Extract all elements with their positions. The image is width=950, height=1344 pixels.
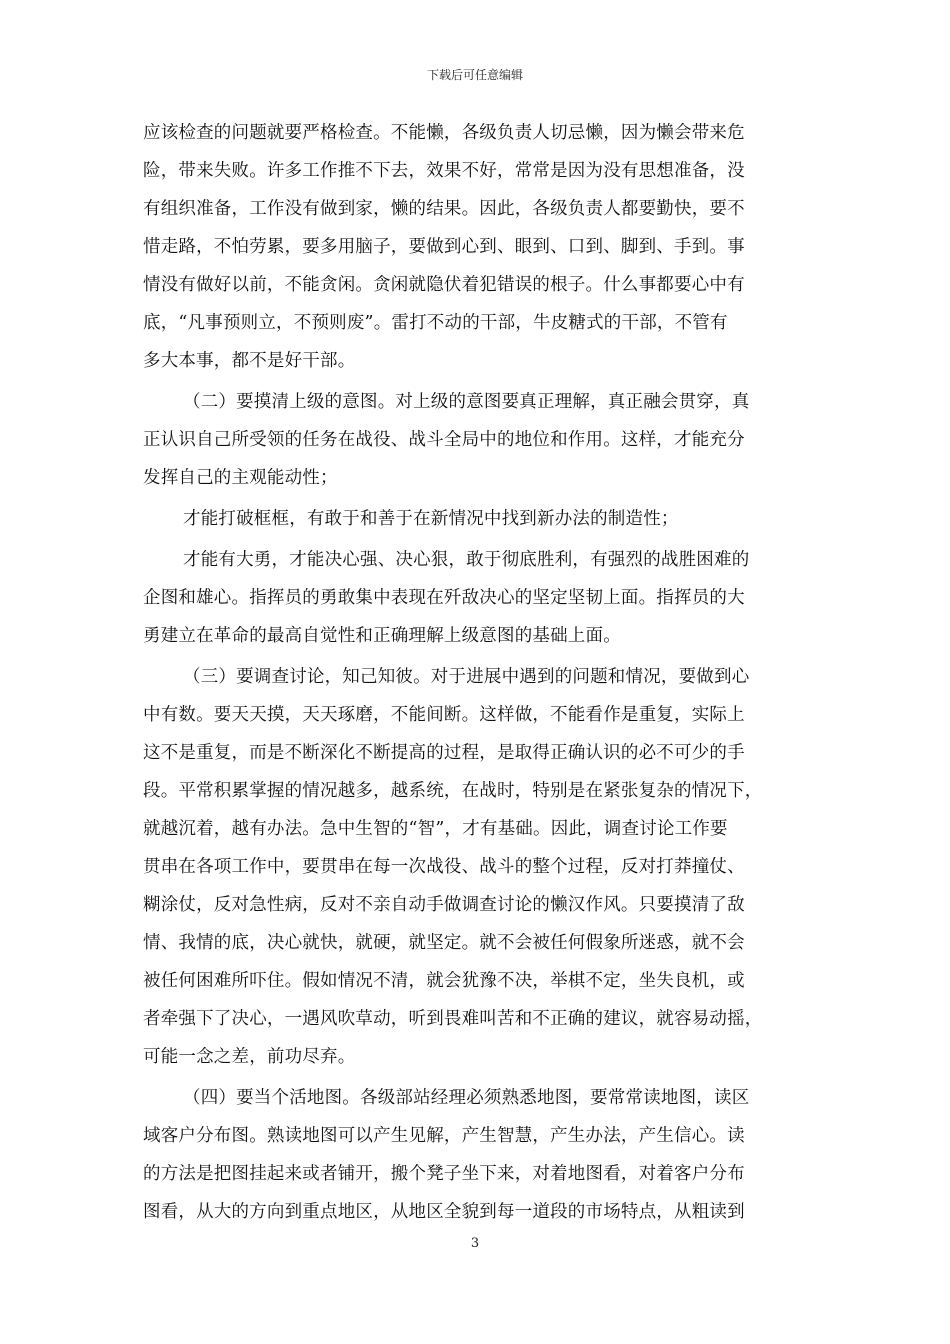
text-line: 被任何困难所吓住。假如情况不清，就会犹豫不决，举棋不定，坐失良机，或 [143, 971, 745, 991]
text-line: 才能打破框框，有敢于和善于在新情况中找到新办法的制造性； [183, 509, 679, 529]
text-line: 者牵强下了决心，一遇风吹草动，听到畏难叫苦和不正确的建议，就容易动摇， [143, 1009, 763, 1029]
text-line: 才能有大勇，才能决心强、决心狠，敢于彻底胜利，有强烈的战胜困难的 [183, 550, 750, 570]
text-line: 情没有做好以前，不能贪闲。贪闲就隐伏着犯错误的根子。什么事都要心中有 [143, 275, 745, 295]
text-line: 的方法是把图挂起来或者铺开，搬个凳子坐下来，对着地图看，对着客户分布 [143, 1164, 745, 1184]
text-line: 有组织准备，工作没有做到家，懒的结果。因此，各级负责人都要勤快，要不 [143, 199, 745, 219]
text-line: （三）要调查讨论，知己知彼。对于进展中遇到的问题和情况，要做到心 [183, 667, 750, 687]
text-line: 发挥自己的主观能动性； [143, 468, 338, 488]
text-line: 贯串在各项工作中，要贯串在每一次战役、战斗的整个过程，反对打莽撞仗、 [143, 857, 745, 877]
text-line: 勇建立在革命的最高自觉性和正确理解上级意图的基础上面。 [143, 626, 621, 646]
text-line: 应该检查的问题就要严格检查。不能懒，各级负责人切忌懒，因为懒会带来危 [143, 123, 745, 143]
text-line: （四）要当个活地图。各级部站经理必须熟悉地图，要常常读地图，读区 [183, 1088, 750, 1108]
text-line: 企图和雄心。指挥员的勇敢集中表现在歼敌决心的坚定坚韧上面。指挥员的大 [143, 588, 745, 608]
text-line: 多大本事，都不是好干部。 [143, 351, 356, 371]
text-line: 可能一念之差，前功尽弃。 [143, 1047, 356, 1067]
page-header: 下载后可任意编辑 [426, 68, 523, 82]
text-line: （二）要摸清上级的意图。对上级的意图要真正理解，真正融会贯穿，真 [183, 392, 750, 412]
text-line: 惜走路，不怕劳累，要多用脑子，要做到心到、眼到、口到、脚到、手到。事 [143, 237, 745, 257]
text-line: 段。平常积累掌握的情况越多，越系统，在战时，特别是在紧张复杂的情况下， [143, 781, 763, 801]
page-number: 3 [470, 1236, 480, 1251]
text-line: 中有数。要天天摸，天天琢磨，不能间断。这样做，不能看作是重复，实际上 [143, 705, 745, 725]
text-line: 险，带来失败。许多工作推不下去，效果不好，常常是因为没有思想准备，没 [143, 161, 745, 181]
text-line: 底，“凡事预则立，不预则废”。雷打不动的干部，牛皮糖式的干部，不管有 [143, 313, 728, 333]
document-body [143, 114, 807, 1231]
text-line: 域客户分布图。熟读地图可以产生见解，产生智慧，产生办法，产生信心。读 [143, 1126, 745, 1146]
text-line: 这不是重复，而是不断深化不断提高的过程，是取得正确认识的必不可少的手 [143, 743, 745, 763]
text-line: 图看，从大的方向到重点地区，从地区全貌到每一道段的市场特点，从粗读到 [143, 1202, 745, 1222]
text-line: 就越沉着，越有办法。急中生智的“智”，才有基础。因此，调查讨论工作要 [143, 819, 728, 839]
text-line: 正认识自己所受领的任务在战役、战斗全局中的地位和作用。这样，才能充分 [143, 430, 745, 450]
text-line: 糊涂仗，反对急性病，反对不亲自动手做调查讨论的懒汉作风。只要摸清了敌 [143, 895, 745, 915]
text-line: 情、我情的底，决心就快，就硬，就坚定。就不会被任何假象所迷惑，就不会 [143, 933, 745, 953]
